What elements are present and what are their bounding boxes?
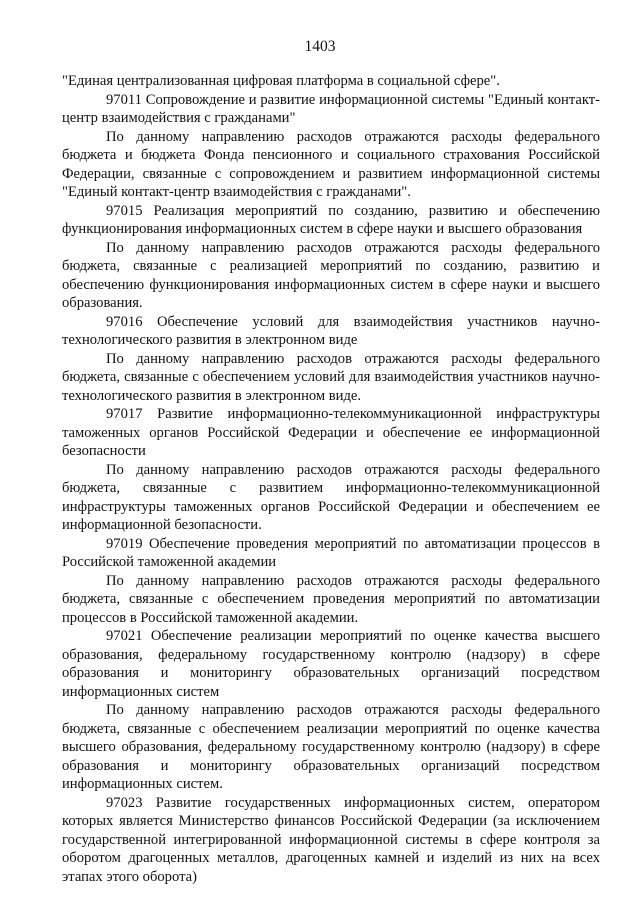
paragraph: 97019 Обеспечение проведения мероприятий по автоматизации процессов в Российской таможенной академии — [62, 535, 600, 570]
paragraph: 97021 Обеспечение реализации мероприятий по оценке качества высшего образования, федеральному государственному контролю (надзору) в сфере образования и мониторингу образовательных организаций посредством информационных систем — [62, 628, 600, 700]
paragraph: 97023 Развитие государственных информационных систем, оператором которых является Министерство финансов Российской Федерации (за исключением государственной интегрированной информационной системы в сфере контроля за оборотом драгоценных металлов, драгоценных камней и изделий из них на всех этапах этого оборота) — [62, 794, 600, 885]
paragraph: По данному направлению расходов отражаются расходы федерального бюджета и бюджета Фонда пенсионного и социального страхования Российской Федерации, связанные с сопровождением и развитием информационной системы "Единый контакт-центр взаимодействия с гражданами". — [62, 128, 600, 200]
paragraph: 97016 Обеспечение условий для взаимодействия участников научно-технологического развития в электронном виде — [62, 313, 600, 348]
paragraph: 97011 Сопровождение и развитие информационной системы "Единый контакт-центр взаимодействия с гражданами" — [62, 91, 600, 126]
paragraph: 97017 Развитие информационно-телекоммуникационной инфраструктуры таможенных органов Российской Федерации и обеспечение ее информационной безопасности — [62, 406, 600, 459]
paragraph: По данному направлению расходов отражаются расходы федерального бюджета, связанные с реализацией мероприятий по созданию, развитию и обеспечению функционирования информационных систем в сфере науки и высшего образования. — [62, 239, 600, 311]
paragraph: По данному направлению расходов отражаются расходы федерального бюджета, связанные с обеспечением проведения мероприятий по автоматизации процессов в Российской таможенной академии. — [62, 572, 600, 626]
paragraph: "Единая централизованная цифровая платформа в социальной сфере". — [62, 73, 500, 89]
page-number: 1403 — [304, 38, 336, 55]
paragraph: По данному направлению расходов отражаются расходы федерального бюджета, связанные с обеспечением реализации мероприятий по оценке качества высшего образования, федеральному государственному контролю (надзору) в сфере образования и мониторингу образовательных организаций посредством информационных систем. — [62, 702, 600, 792]
paragraph: 97015 Реализация мероприятий по созданию, развитию и обеспечению функционирования информационных систем в сфере науки и высшего образования — [62, 202, 600, 237]
paragraph: По данному направлению расходов отражаются расходы федерального бюджета, связанные с развитием информационно-телекоммуникационной инфраструктуры таможенных органов Российской Федерации и обеспечением ее информационной безопасности. — [62, 461, 600, 533]
document-body — [62, 72, 600, 886]
paragraph: По данному направлению расходов отражаются расходы федерального бюджета, связанные с обеспечением условий для взаимодействия участников научно-технологического развития в электронном виде. — [62, 350, 600, 404]
